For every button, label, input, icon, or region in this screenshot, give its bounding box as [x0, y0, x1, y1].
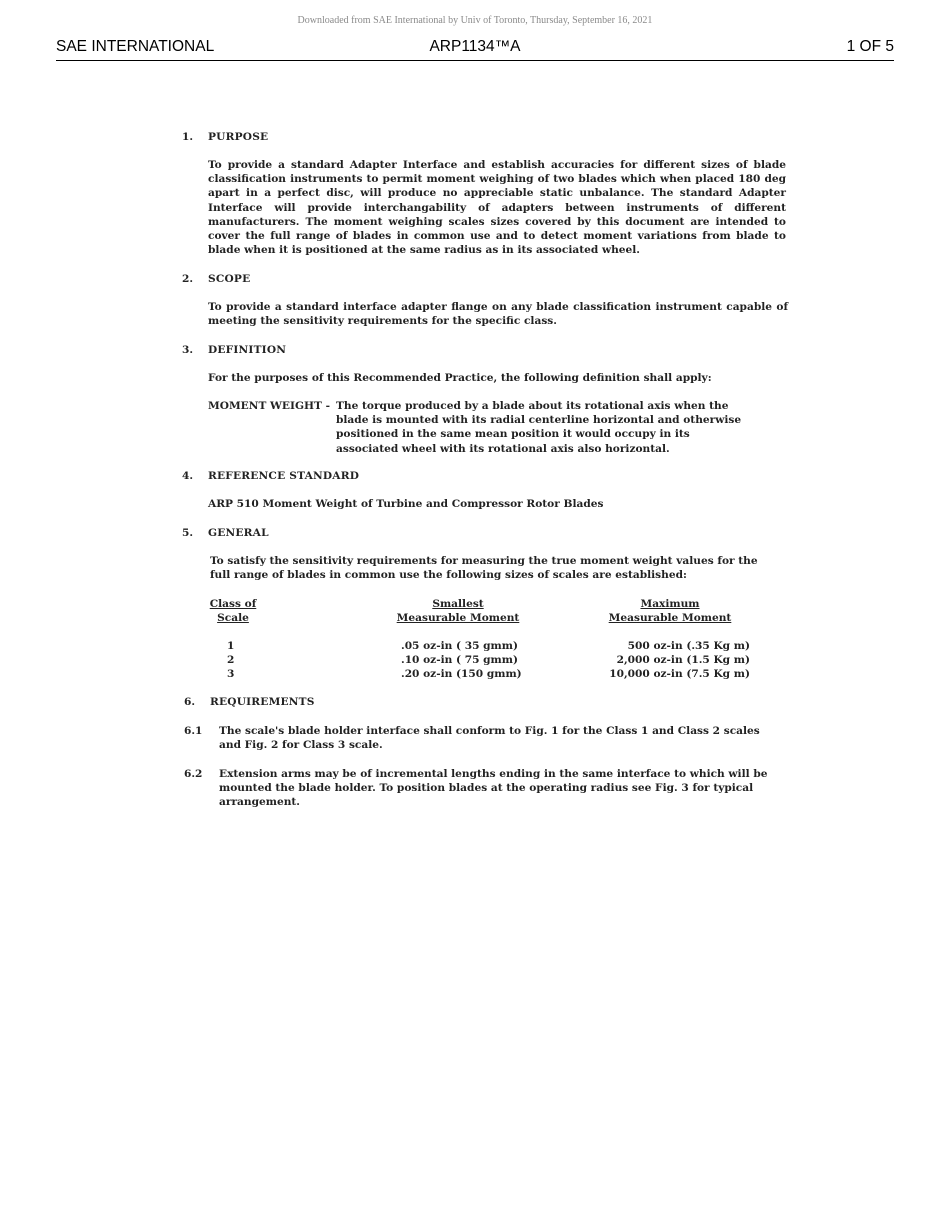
- requirement-number: 6.2: [184, 768, 203, 780]
- table-cell-smallest: .10 oz-in ( 75 gmm): [401, 654, 518, 666]
- table-header-smallest: Measurable Moment: [396, 612, 520, 624]
- table-header-maximum: Maximum: [640, 598, 700, 610]
- table-header-maximum: Measurable Moment: [608, 612, 732, 624]
- table-cell-class: 3: [227, 668, 235, 680]
- table-cell-smallest: .20 oz-in (150 gmm): [401, 668, 522, 680]
- section-number: 6.: [184, 696, 196, 708]
- header-page-number: 1 OF 5: [846, 38, 894, 55]
- page-header: [56, 38, 894, 61]
- requirement-number: 6.1: [184, 725, 203, 737]
- table-cell-class: 1: [227, 640, 235, 652]
- section-number: 1.: [182, 131, 194, 143]
- table-header-smallest: Smallest: [432, 598, 484, 610]
- reference-paragraph: ARP 510 Moment Weight of Turbine and Compressor Rotor Blades: [208, 498, 604, 510]
- table-cell-maximum: 10,000 oz-in (7.5 Kg m): [609, 668, 750, 680]
- section-title-general: GENERAL: [208, 527, 269, 539]
- header-doc-id: ARP1134™A: [429, 38, 521, 55]
- definition-text: The torque produced by a blade about its rotational axis when the blade is mounted with its radial centerline horizontal and otherwise positioned in the same mean position it would occupy in its associated wheel with its rotational axis also horizontal.: [336, 400, 742, 455]
- download-watermark: Downloaded from SAE International by Univ of Toronto, Thursday, September 16, 2021: [297, 15, 653, 26]
- definition-term: MOMENT WEIGHT -: [208, 400, 330, 412]
- definition-intro: For the purposes of this Recommended Practice, the following definition shall apply:: [208, 372, 712, 384]
- requirement-text: Extension arms may be of incremental lengths ending in the same interface to which will be mounted the blade holder. To position blades at the operating radius see Fig. 3 for typical arrangement.: [219, 768, 768, 809]
- table-cell-maximum: 500 oz-in (.35 Kg m): [627, 640, 750, 652]
- table-header-class: Class of: [209, 598, 257, 610]
- section-title-definition: DEFINITION: [208, 344, 287, 356]
- section-title-requirements: REQUIREMENTS: [210, 696, 315, 708]
- general-paragraph: To satisfy the sensitivity requirements for measuring the true moment weight values for the full range of blades in common use the following sizes of scales are established:: [210, 555, 758, 582]
- requirement-text: The scale's blade holder interface shall conform to Fig. 1 for the Class 1 and Class 2 scales and Fig. 2 for Class 3 scale.: [219, 725, 760, 752]
- section-title-purpose: PURPOSE: [208, 131, 269, 143]
- table-cell-class: 2: [227, 654, 235, 666]
- section-number: 2.: [182, 273, 194, 285]
- table-header-class: Scale: [217, 612, 249, 624]
- section-number: 3.: [182, 344, 194, 356]
- section-number: 4.: [182, 470, 194, 482]
- scope-paragraph: To provide a standard interface adapter flange on any blade classification instrument capable of meeting the sensitivity requirements for the specific class.: [208, 301, 788, 328]
- section-number: 5.: [182, 527, 194, 539]
- section-title-reference: REFERENCE STANDARD: [208, 470, 360, 482]
- table-cell-maximum: 2,000 oz-in (1.5 Kg m): [616, 654, 750, 666]
- section-title-scope: SCOPE: [208, 273, 251, 285]
- header-org: SAE INTERNATIONAL: [56, 38, 215, 55]
- purpose-paragraph: To provide a standard Adapter Interface and establish accuracies for different sizes of blade classification instruments to permit moment weighing of two blades which when placed 180 deg apart in a perfect disc, will produce no appreciable static unbalance. The standard Adapter Interface will provide interchangability of adapters between instruments of different manufacturers. The moment weighing scales sizes covered by this document are intended to cover the full range of blades in common use and to detect moment variations from blade to blade when it is positioned at the same radius as in its associated wheel.: [208, 159, 786, 257]
- table-cell-smallest: .05 oz-in ( 35 gmm): [401, 640, 518, 652]
